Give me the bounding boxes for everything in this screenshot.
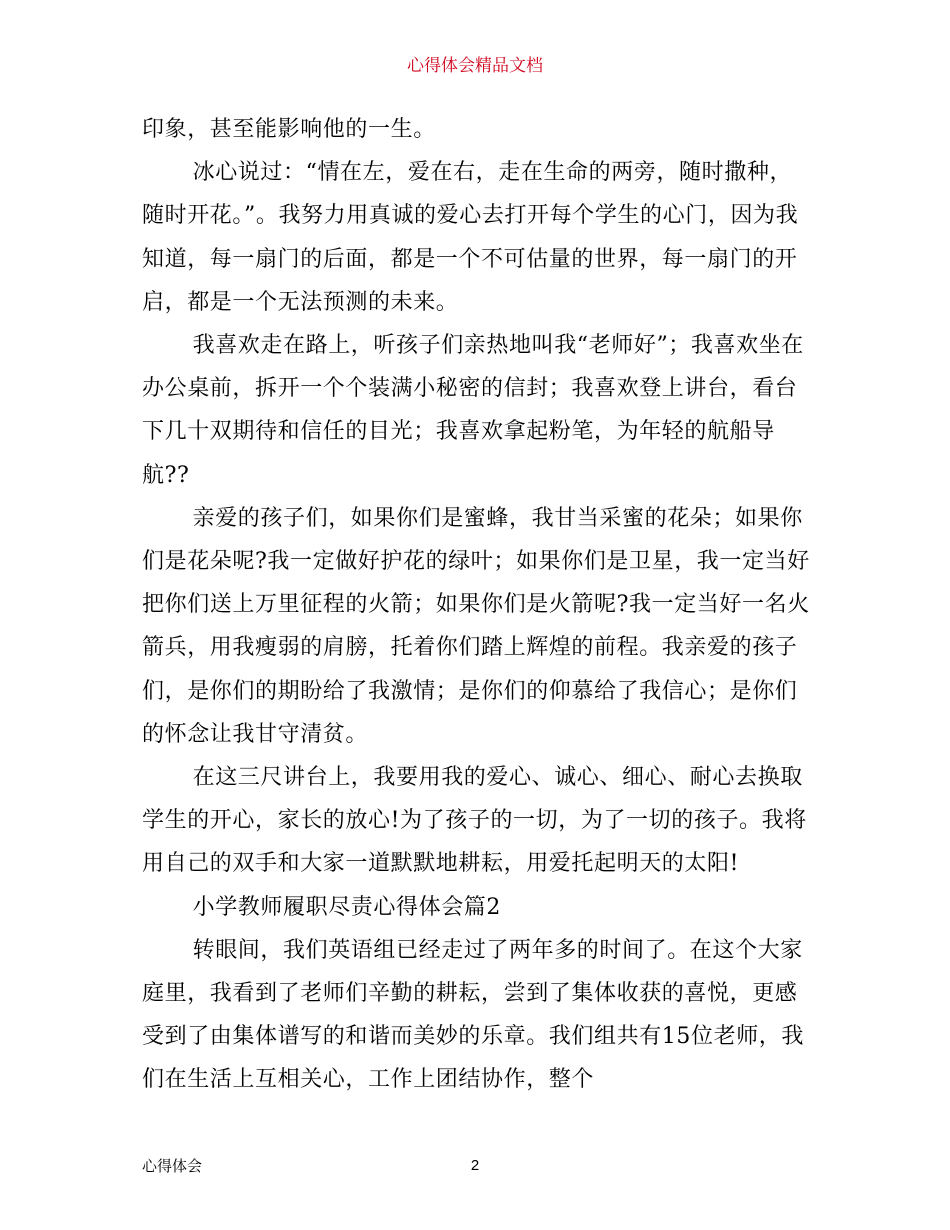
paragraph: 亲爱的孩子们，如果你们是蜜蜂，我甘当采蜜的花朵；如果你们是花朵呢?我一定做好护花的绿叶；如果你们是卫星，我一定当好把你们送上万里征程的火箭；如果你们是火箭呢?我一定当好一名火箭兵，用我瘦弱的肩膀，托着你们踏上辉煌的前程。我亲爱的孩子们，是你们的期盼给了我激情；是你们的仰慕给了我信心；是你们的怀念让我甘守清贫。	[142, 505, 810, 747]
page-header: 心得体会精品文档	[407, 56, 543, 76]
footer-label: 心得体会	[142, 1157, 203, 1175]
paragraph: 在这三尺讲台上，我要用我的爱心、诚心、细心、耐心去换取学生的开心，家长的放心!为了孩子的一切，为了一切的孩子。我将用自己的双手和大家一道默默地耕耘，用爱托起明天的太阳!	[142, 765, 807, 877]
paragraph: 冰心说过：“情在左，爱在右，走在生命的两旁，随时撒种，随时开花。”。我努力用真诚的爱心去打开每个学生的心门，因为我知道，每一扇门的后面，都是一个不可估量的世界，每一扇门的开启，都是一个无法预测的未来。	[142, 160, 799, 315]
page-number: 2	[470, 1157, 480, 1174]
paragraph: 转眼间，我们英语组已经走过了两年多的时间了。在这个大家庭里，我看到了老师们辛勤的耕耘，尝到了集体收获的喜悦，更感受到了由集体谱写的和谐而美妙的乐章。我们组共有15位老师，我们在生活上互相关心，工作上团结协作，整个	[142, 937, 804, 1093]
paragraph-continuation: 印象，甚至能影响他的一生。	[142, 117, 436, 142]
section-heading: 小学教师履职尽责心得体会篇2	[192, 894, 501, 920]
paragraph: 我喜欢走在路上，听孩子们亲热地叫我“老师好”；我喜欢坐在办公桌前，拆开一个个装满小秘密的信封；我喜欢登上讲台，看台下几十双期待和信任的目光；我喜欢拿起粉笔，为年轻的航船导航??	[142, 333, 804, 488]
document-body	[142, 108, 814, 1102]
